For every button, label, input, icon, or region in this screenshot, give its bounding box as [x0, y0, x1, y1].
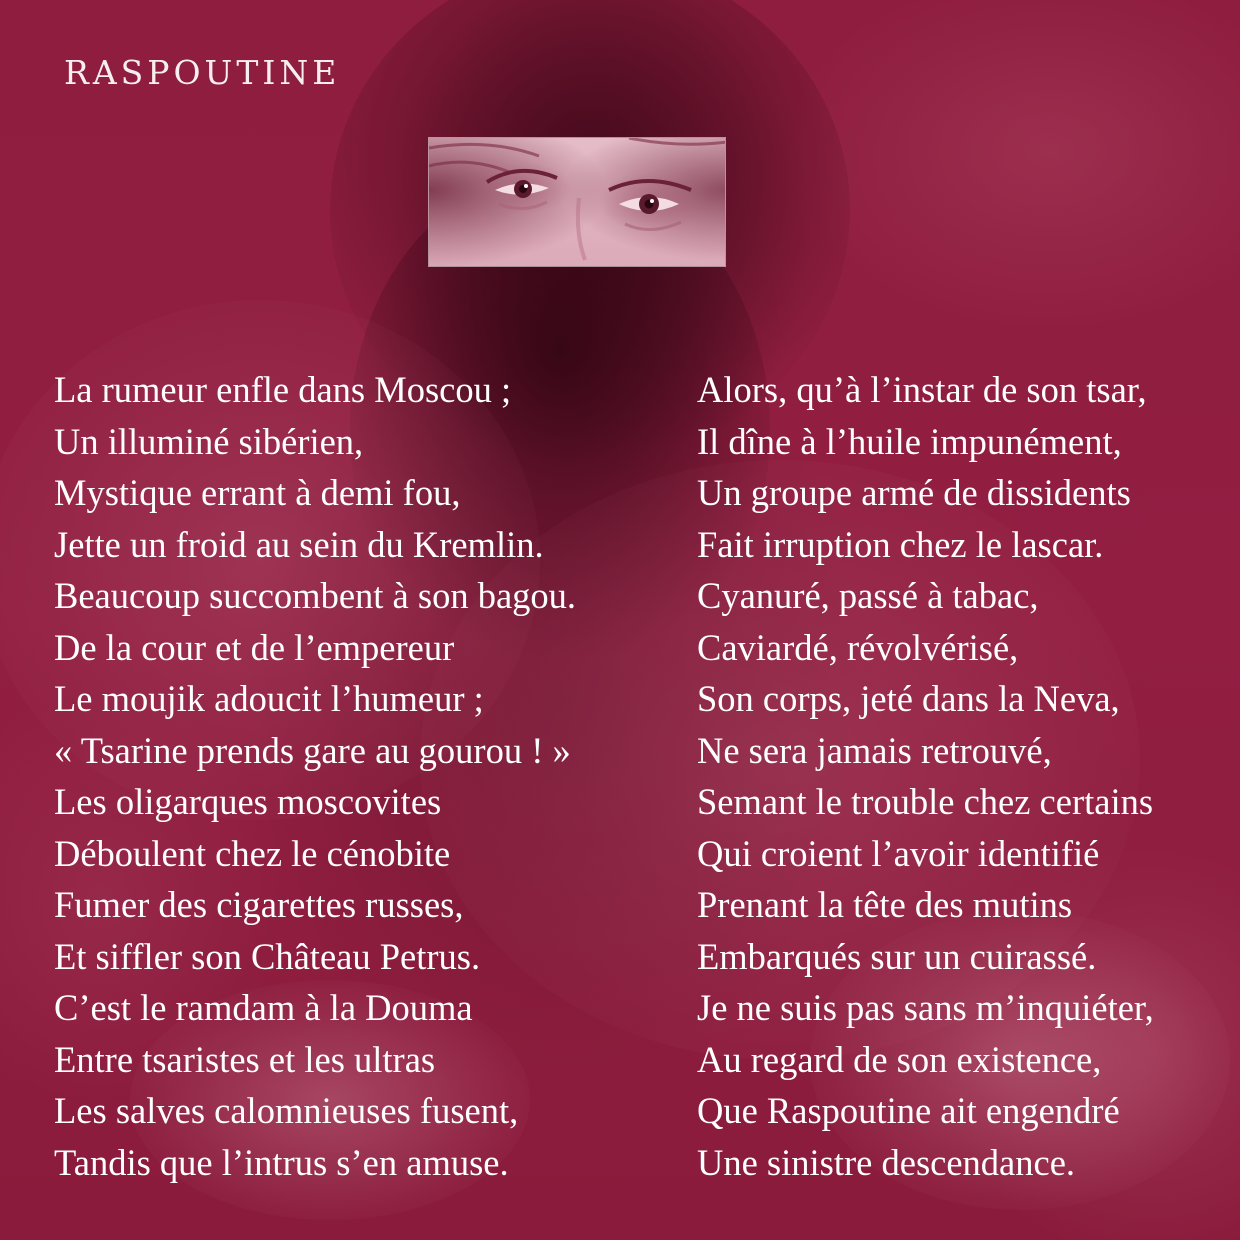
poem-line: Un illuminé sibérien, [54, 420, 364, 462]
poem-line: Semant le trouble chez certains [697, 781, 1154, 822]
poem-line: Les oligarques moscovites [54, 781, 442, 822]
poem-line: Beaucoup succombent à son bagou. [54, 575, 577, 616]
poem-line: Il dîne à l’huile impunément, [697, 420, 1122, 462]
poem-column-left [54, 364, 576, 1188]
poem-line: Je ne suis pas sans m’inquiéter, [697, 987, 1154, 1028]
poem-line: Son corps, jeté dans la Neva, [697, 678, 1120, 719]
poem-line: Cyanuré, passé à tabac, [697, 575, 1039, 616]
poem-line: Mystique errant à demi fou, [54, 472, 461, 513]
poem-line: Prenant la tête des mutins [697, 884, 1073, 925]
poem-line: Embarqués sur un cuirassé. [697, 935, 1097, 977]
poem-line: Et siffler son Château Petrus. [54, 935, 481, 977]
poem-line: Entre tsaristes et les ultras [54, 1038, 436, 1080]
poem-line: C’est le ramdam à la Douma [54, 987, 473, 1028]
poem-line: Tandis que l’intrus s’en amuse. [54, 1141, 509, 1183]
poem-line: Qui croient l’avoir identifié [697, 832, 1100, 874]
poem-column-right [697, 364, 1154, 1188]
poem-line: Une sinistre descendance. [697, 1141, 1076, 1183]
poem-line: Caviardé, révolvérisé, [697, 626, 1019, 668]
poem-line: Les salves calomnieuses fusent, [54, 1090, 519, 1131]
poem-line: De la cour et de l’empereur [54, 626, 455, 668]
poem-line: Déboulent chez le cénobite [54, 832, 451, 874]
eyes-window [428, 137, 726, 267]
poem-line: Alors, qu’à l’instar de son tsar, [697, 369, 1147, 410]
poem-line: Ne sera jamais retrouvé, [697, 729, 1052, 771]
poem-line: Un groupe armé de dissidents [697, 472, 1131, 513]
poem-line: Au regard de son existence, [697, 1038, 1102, 1080]
poem-line: Jette un froid au sein du Kremlin. [54, 523, 544, 565]
poem-line: Le moujik adoucit l’humeur ; [54, 678, 484, 719]
poem-title: RASPOUTINE [64, 53, 341, 92]
poem-line: « Tsarine prends gare au gourou ! » [54, 729, 571, 771]
poem-line: Fait irruption chez le lascar. [697, 523, 1104, 565]
poem-line: La rumeur enfle dans Moscou ; [54, 369, 512, 410]
poem-line: Fumer des cigarettes russes, [54, 884, 464, 925]
poem-line: Que Raspoutine ait engendré [697, 1090, 1120, 1131]
eyes-illustration [429, 138, 726, 267]
